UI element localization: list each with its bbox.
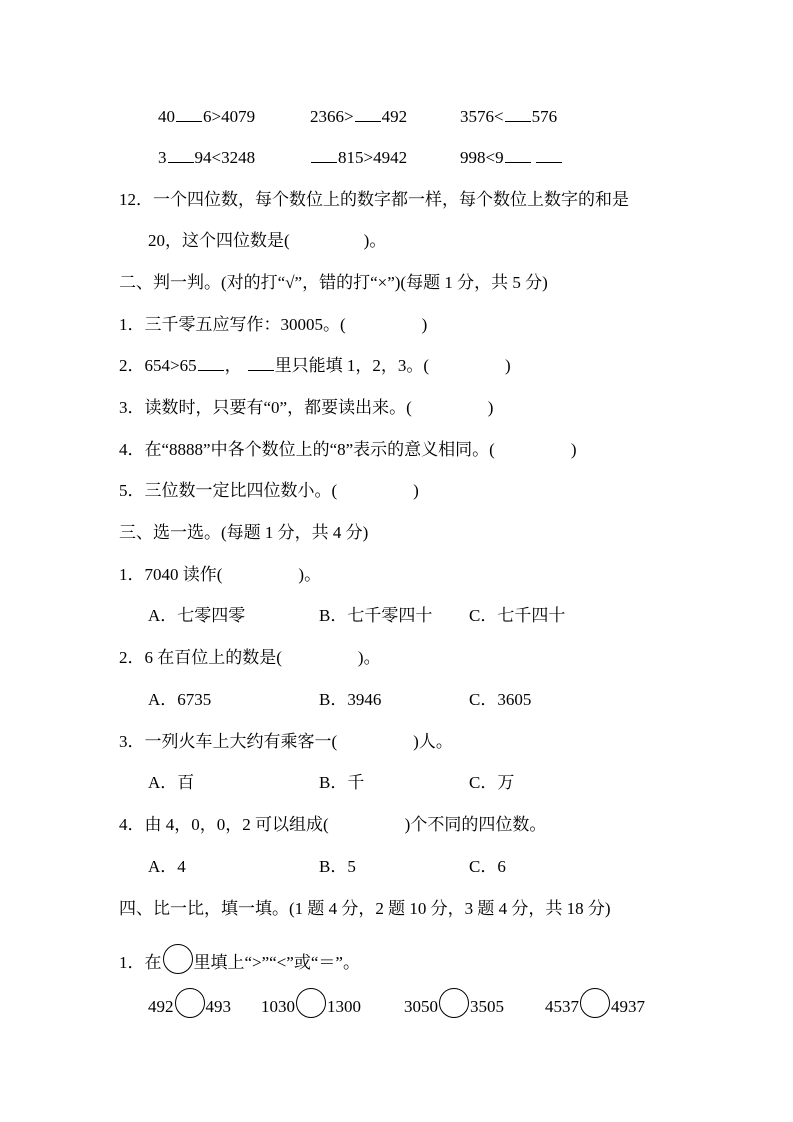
- choice-question-4: 4．由 4，0，0，2 可以组成( )个不同的四位数。: [119, 815, 547, 834]
- answer-blank[interactable]: [505, 106, 531, 122]
- section-3-heading: 三、选一选。(每题 1 分，共 4 分): [119, 523, 369, 542]
- compare-item: 3050 3505: [404, 988, 504, 1018]
- answer-blank[interactable]: [355, 106, 381, 122]
- option-c[interactable]: C．七千四十: [469, 606, 566, 625]
- fill-item: 815>4942: [310, 147, 407, 169]
- choice-question-3: 3．一列火车上大约有乘客一( )人。: [119, 732, 453, 751]
- judge-item-1: 1．三千零五应写作：30005。( ): [119, 315, 428, 334]
- option-a[interactable]: A．七零四零: [148, 606, 246, 625]
- answer-circle[interactable]: [580, 988, 610, 1018]
- option-c[interactable]: C．3605: [469, 690, 532, 709]
- compare-item: 1030 1300: [261, 988, 361, 1018]
- option-b[interactable]: B．七千零四十: [319, 606, 433, 625]
- option-c[interactable]: C．6: [469, 857, 506, 876]
- choice-question-2: 2．6 在百位上的数是( )。: [119, 648, 381, 667]
- section-2-heading: 二、判一判。(对的打“√”，错的打“×”)(每题 1 分，共 5 分): [119, 273, 548, 292]
- option-c[interactable]: C．万: [469, 773, 515, 792]
- judge-item-4: 4．在“8888”中各个数位上的“8”表示的意义相同。( ): [119, 440, 577, 459]
- answer-circle[interactable]: [439, 988, 469, 1018]
- option-b[interactable]: B．3946: [319, 690, 382, 709]
- answer-blank[interactable]: [536, 147, 562, 163]
- judge-item-5: 5．三位数一定比四位数小。( ): [119, 481, 419, 500]
- option-a[interactable]: A．4: [148, 857, 186, 876]
- answer-blank[interactable]: [176, 106, 202, 122]
- fill-item: 3 94<3248: [158, 148, 256, 167]
- judge-item-2: 2．654>65 ， 里只能填 1，2，3。( ): [119, 356, 511, 375]
- fill-item: 40 6>4079: [158, 107, 256, 126]
- question-12-line2: 20，这个四位数是( )。: [148, 231, 387, 250]
- answer-blank[interactable]: [248, 355, 274, 371]
- option-a[interactable]: A．百: [148, 773, 195, 792]
- option-b[interactable]: B．千: [319, 773, 365, 792]
- answer-circle[interactable]: [296, 988, 326, 1018]
- fill-item: 2366> 492: [310, 107, 408, 126]
- choice-question-1: 1．7040 读作( )。: [119, 565, 322, 584]
- answer-circle[interactable]: [175, 988, 205, 1018]
- question-12-line1: 12．一个四位数，每个数位上的数字都一样，每个数位上数字的和是: [119, 190, 629, 209]
- compare-item: 492 493: [148, 988, 231, 1018]
- answer-blank[interactable]: [505, 147, 531, 163]
- compare-item: 4537 4937: [545, 988, 645, 1018]
- circle-icon: [163, 944, 193, 974]
- fill-item: 3576< 576: [460, 107, 558, 126]
- judge-item-3: 3．读数时，只要有“0”，都要读出来。( ): [119, 398, 494, 417]
- option-b[interactable]: B．5: [319, 857, 356, 876]
- answer-blank[interactable]: [198, 355, 224, 371]
- section-4-heading: 四、比一比，填一填。(1 题 4 分，2 题 10 分，3 题 4 分，共 18 分): [119, 899, 611, 918]
- answer-blank[interactable]: [168, 147, 194, 163]
- fill-item: 998<9: [460, 147, 563, 169]
- answer-blank[interactable]: [311, 147, 337, 163]
- option-a[interactable]: A．6735: [148, 690, 212, 709]
- compare-instruction: 1．在 里填上“>”“<”或“＝”。: [119, 944, 360, 974]
